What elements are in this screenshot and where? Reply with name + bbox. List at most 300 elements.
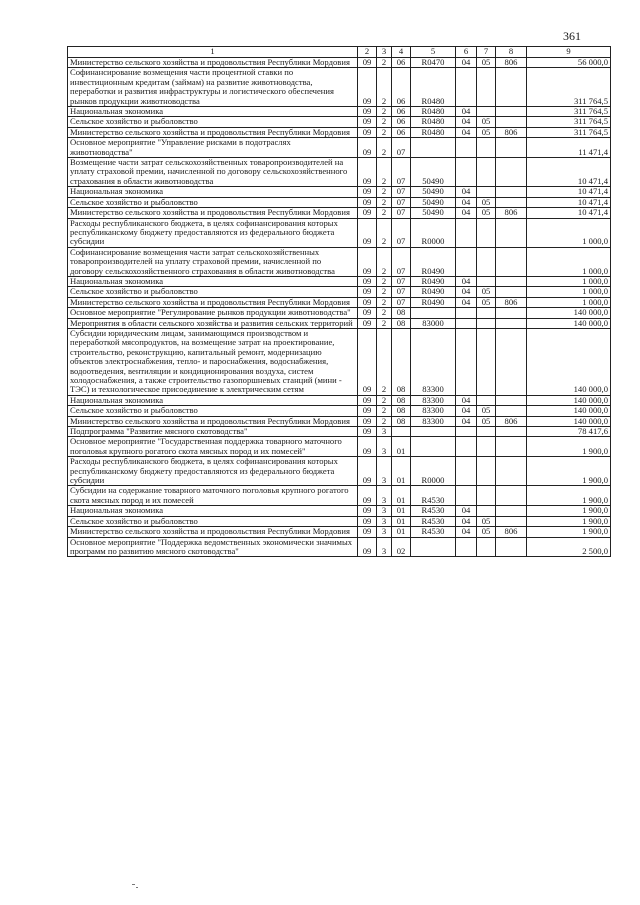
row-code: 50490 bbox=[411, 208, 456, 218]
table-row bbox=[68, 117, 611, 127]
row-code: 09 bbox=[358, 486, 377, 506]
row-description: Национальная экономика bbox=[68, 276, 358, 286]
row-code: R4530 bbox=[411, 527, 456, 537]
row-code: 04 bbox=[456, 208, 477, 218]
row-code: 806 bbox=[496, 208, 527, 218]
table-row bbox=[68, 527, 611, 537]
row-code bbox=[496, 276, 527, 286]
row-code bbox=[496, 138, 527, 158]
row-code: R0000 bbox=[411, 218, 456, 247]
row-code: 09 bbox=[358, 187, 377, 197]
row-amount: 2 500,0 bbox=[527, 537, 611, 557]
row-code: 09 bbox=[358, 308, 377, 318]
row-code: 04 bbox=[456, 197, 477, 207]
row-code: 2 bbox=[377, 276, 392, 286]
row-code: 09 bbox=[358, 247, 377, 276]
row-description: Сельское хозяйство и рыболовство bbox=[68, 516, 358, 526]
row-code: 01 bbox=[392, 527, 411, 537]
row-code: 09 bbox=[358, 276, 377, 286]
table-row bbox=[68, 416, 611, 426]
header-cell: 5 bbox=[411, 47, 456, 58]
row-code: 08 bbox=[392, 328, 411, 395]
row-code: 09 bbox=[358, 516, 377, 526]
row-code: 05 bbox=[477, 197, 496, 207]
row-code: 05 bbox=[477, 516, 496, 526]
row-code bbox=[456, 427, 477, 437]
table-row bbox=[68, 208, 611, 218]
row-code: 04 bbox=[456, 297, 477, 307]
table-row bbox=[68, 486, 611, 506]
row-code bbox=[456, 486, 477, 506]
row-code: 09 bbox=[358, 328, 377, 395]
row-description: Министерство сельского хозяйства и продовольствия Республики Мордовия bbox=[68, 58, 358, 68]
row-code bbox=[477, 276, 496, 286]
row-code: 83000 bbox=[411, 318, 456, 328]
row-code: 04 bbox=[456, 117, 477, 127]
row-description: Основное мероприятие "Государственная поддержка товарного маточного поголовья крупного рогатого скота мясных пород и их помесей" bbox=[68, 437, 358, 457]
row-code bbox=[496, 68, 527, 107]
row-description: Возмещение части затрат сельскохозяйственных товаропроизводителей на уплату страховой премии, начисленной по договору сельскохозяйственного страхования в области животноводства bbox=[68, 158, 358, 187]
row-amount: 1 900,0 bbox=[527, 457, 611, 486]
row-code: 04 bbox=[456, 506, 477, 516]
row-code bbox=[456, 308, 477, 318]
table-row bbox=[68, 138, 611, 158]
table-row bbox=[68, 318, 611, 328]
row-code: 09 bbox=[358, 406, 377, 416]
row-code bbox=[456, 328, 477, 395]
scan-speck bbox=[132, 884, 135, 885]
table-row bbox=[68, 218, 611, 247]
row-code bbox=[496, 287, 527, 297]
row-description: Национальная экономика bbox=[68, 107, 358, 117]
row-description: Основное мероприятие "Поддержка ведомственных экономически значимых программ по развитию мясного скотоводства" bbox=[68, 537, 358, 557]
row-code: 06 bbox=[392, 107, 411, 117]
row-code: 09 bbox=[358, 297, 377, 307]
row-amount: 140 000,0 bbox=[527, 308, 611, 318]
row-code: 09 bbox=[358, 127, 377, 137]
header-cell: 4 bbox=[392, 47, 411, 58]
row-amount: 11 471,4 bbox=[527, 138, 611, 158]
row-description: Софинансирование возмещения части затрат сельскохозяйственных товаропроизводителей на уплату страховой премии, начисленной по договору сельскохозяйственного страхования в области животноводства bbox=[68, 247, 358, 276]
row-description: Сельское хозяйство и рыболовство bbox=[68, 287, 358, 297]
row-code: 2 bbox=[377, 197, 392, 207]
scan-speck bbox=[136, 887, 138, 888]
row-amount: 78 417,6 bbox=[527, 427, 611, 437]
table-row bbox=[68, 427, 611, 437]
budget-table bbox=[67, 46, 611, 557]
row-code: 09 bbox=[358, 416, 377, 426]
row-code: 09 bbox=[358, 437, 377, 457]
row-code: 09 bbox=[358, 197, 377, 207]
row-code bbox=[456, 318, 477, 328]
row-amount: 1 900,0 bbox=[527, 516, 611, 526]
header-cell: 3 bbox=[377, 47, 392, 58]
row-description: Национальная экономика bbox=[68, 395, 358, 405]
row-code: R0490 bbox=[411, 247, 456, 276]
row-code bbox=[496, 187, 527, 197]
row-code: 09 bbox=[358, 427, 377, 437]
row-code: 04 bbox=[456, 516, 477, 526]
row-code bbox=[496, 197, 527, 207]
row-description: Мероприятия в области сельского хозяйства и развития сельских территорий bbox=[68, 318, 358, 328]
row-code bbox=[456, 138, 477, 158]
row-code bbox=[411, 437, 456, 457]
row-code bbox=[477, 427, 496, 437]
row-code: 07 bbox=[392, 247, 411, 276]
row-code: 3 bbox=[377, 537, 392, 557]
row-code: 01 bbox=[392, 506, 411, 516]
row-code: 2 bbox=[377, 218, 392, 247]
row-code: 04 bbox=[456, 187, 477, 197]
row-code bbox=[477, 437, 496, 457]
row-code: 806 bbox=[496, 527, 527, 537]
row-code bbox=[477, 486, 496, 506]
row-code: 2 bbox=[377, 127, 392, 137]
row-code: 06 bbox=[392, 117, 411, 127]
row-code: 05 bbox=[477, 117, 496, 127]
table-row bbox=[68, 68, 611, 107]
row-code bbox=[477, 218, 496, 247]
row-description: Сельское хозяйство и рыболовство bbox=[68, 117, 358, 127]
row-code: 3 bbox=[377, 457, 392, 486]
row-code: 09 bbox=[358, 287, 377, 297]
row-code bbox=[477, 537, 496, 557]
row-code: 2 bbox=[377, 68, 392, 107]
row-amount: 10 471,4 bbox=[527, 158, 611, 187]
row-code: R0000 bbox=[411, 457, 456, 486]
row-amount: 140 000,0 bbox=[527, 318, 611, 328]
row-code bbox=[477, 506, 496, 516]
row-description: Расходы республиканского бюджета, в целях софинансирования которых республиканскому бюджету предоставляются из федерального бюджета субсидии bbox=[68, 457, 358, 486]
row-description: Национальная экономика bbox=[68, 187, 358, 197]
row-code: 83300 bbox=[411, 416, 456, 426]
row-code: R0480 bbox=[411, 127, 456, 137]
row-code: 2 bbox=[377, 308, 392, 318]
row-code bbox=[496, 406, 527, 416]
row-code: 07 bbox=[392, 138, 411, 158]
row-code: 08 bbox=[392, 318, 411, 328]
table-body bbox=[68, 58, 611, 557]
row-code: 2 bbox=[377, 406, 392, 416]
row-amount: 1 900,0 bbox=[527, 486, 611, 506]
row-code: 3 bbox=[377, 516, 392, 526]
row-code bbox=[496, 395, 527, 405]
row-code bbox=[411, 308, 456, 318]
row-code: 50490 bbox=[411, 187, 456, 197]
row-amount: 140 000,0 bbox=[527, 416, 611, 426]
row-code bbox=[477, 247, 496, 276]
row-amount: 1 000,0 bbox=[527, 247, 611, 276]
row-code: 3 bbox=[377, 486, 392, 506]
header-cell: 7 bbox=[477, 47, 496, 58]
row-code: 04 bbox=[456, 395, 477, 405]
row-code: R0470 bbox=[411, 58, 456, 68]
row-description: Субсидии юридическим лицам, занимающимся производством и переработкой мясопродуктов, на возмещение затрат на проектирование, строительство, реконструкцию, капитальный ремонт, модернизацию объектов электроснабжения, тепло- и пароснабжения, водоснабжения, водоотведения, вентиляции и кондиционирования воздуха, систем холодоснабжения, а также строительство газопоршневых станций (мини - ТЭС) и технологическое присоединение к электрическим сетям bbox=[68, 328, 358, 395]
row-code: 01 bbox=[392, 457, 411, 486]
row-code: 04 bbox=[456, 58, 477, 68]
row-code: 01 bbox=[392, 486, 411, 506]
row-code: 2 bbox=[377, 318, 392, 328]
row-code: 04 bbox=[456, 406, 477, 416]
row-code: 83300 bbox=[411, 328, 456, 395]
row-code bbox=[477, 318, 496, 328]
row-code: 3 bbox=[377, 527, 392, 537]
row-code bbox=[392, 427, 411, 437]
row-code bbox=[496, 427, 527, 437]
row-code bbox=[477, 107, 496, 117]
row-code: R4530 bbox=[411, 516, 456, 526]
row-code: 09 bbox=[358, 537, 377, 557]
row-code bbox=[477, 68, 496, 107]
table-row bbox=[68, 537, 611, 557]
row-code: 09 bbox=[358, 506, 377, 516]
row-code bbox=[477, 187, 496, 197]
table-row bbox=[68, 187, 611, 197]
row-code: 3 bbox=[377, 427, 392, 437]
row-code: 2 bbox=[377, 138, 392, 158]
row-code bbox=[456, 457, 477, 486]
row-code: R4530 bbox=[411, 506, 456, 516]
row-amount: 140 000,0 bbox=[527, 328, 611, 395]
row-code bbox=[496, 437, 527, 457]
row-amount: 1 900,0 bbox=[527, 437, 611, 457]
header-cell: 6 bbox=[456, 47, 477, 58]
row-code: 2 bbox=[377, 416, 392, 426]
row-code: R0490 bbox=[411, 287, 456, 297]
table-row bbox=[68, 308, 611, 318]
row-code bbox=[477, 328, 496, 395]
row-description: Министерство сельского хозяйства и продовольствия Республики Мордовия bbox=[68, 127, 358, 137]
row-code: 05 bbox=[477, 208, 496, 218]
row-code bbox=[411, 537, 456, 557]
row-code bbox=[496, 537, 527, 557]
row-amount: 311 764,5 bbox=[527, 107, 611, 117]
row-code: 07 bbox=[392, 158, 411, 187]
row-code: 02 bbox=[392, 537, 411, 557]
row-code: 07 bbox=[392, 287, 411, 297]
row-code: 06 bbox=[392, 68, 411, 107]
row-code: 2 bbox=[377, 107, 392, 117]
row-amount: 1 900,0 bbox=[527, 527, 611, 537]
table-row bbox=[68, 328, 611, 395]
row-code: 07 bbox=[392, 187, 411, 197]
row-code: 2 bbox=[377, 395, 392, 405]
row-description: Основное мероприятие "Регулирование рынков продукции животноводства" bbox=[68, 308, 358, 318]
row-code: 2 bbox=[377, 117, 392, 127]
row-code: 09 bbox=[358, 457, 377, 486]
table-row bbox=[68, 127, 611, 137]
table-row bbox=[68, 287, 611, 297]
row-code: 05 bbox=[477, 127, 496, 137]
row-code: 05 bbox=[477, 406, 496, 416]
row-code bbox=[456, 68, 477, 107]
row-code: 83300 bbox=[411, 395, 456, 405]
row-description: Сельское хозяйство и рыболовство bbox=[68, 197, 358, 207]
row-code: 806 bbox=[496, 416, 527, 426]
row-amount: 1 900,0 bbox=[527, 506, 611, 516]
table-row bbox=[68, 395, 611, 405]
row-code: 2 bbox=[377, 208, 392, 218]
table-row bbox=[68, 197, 611, 207]
table-row bbox=[68, 406, 611, 416]
row-description: Основное мероприятие "Управление рисками в подотраслях животноводства" bbox=[68, 138, 358, 158]
row-description: Министерство сельского хозяйства и продовольствия Республики Мордовия bbox=[68, 527, 358, 537]
header-cell: 9 bbox=[527, 47, 611, 58]
row-code: 07 bbox=[392, 208, 411, 218]
row-code bbox=[456, 247, 477, 276]
row-code: 09 bbox=[358, 527, 377, 537]
row-amount: 1 000,0 bbox=[527, 276, 611, 286]
row-code bbox=[496, 506, 527, 516]
row-code: 09 bbox=[358, 107, 377, 117]
row-code bbox=[456, 537, 477, 557]
row-code: 05 bbox=[477, 527, 496, 537]
row-code: 04 bbox=[456, 276, 477, 286]
header-cell: 8 bbox=[496, 47, 527, 58]
row-amount: 1 000,0 bbox=[527, 287, 611, 297]
row-code: 05 bbox=[477, 297, 496, 307]
row-amount: 56 000,0 bbox=[527, 58, 611, 68]
row-code: R4530 bbox=[411, 486, 456, 506]
row-amount: 311 764,5 bbox=[527, 117, 611, 127]
row-code: 05 bbox=[477, 416, 496, 426]
row-code bbox=[496, 107, 527, 117]
table-row bbox=[68, 437, 611, 457]
row-amount: 311 764,5 bbox=[527, 127, 611, 137]
row-amount: 140 000,0 bbox=[527, 406, 611, 416]
row-code bbox=[477, 158, 496, 187]
row-code bbox=[456, 437, 477, 457]
table-row bbox=[68, 457, 611, 486]
row-code: 2 bbox=[377, 328, 392, 395]
row-amount: 1 000,0 bbox=[527, 297, 611, 307]
row-code: 04 bbox=[456, 107, 477, 117]
row-code: 07 bbox=[392, 297, 411, 307]
table-row bbox=[68, 247, 611, 276]
row-code: 2 bbox=[377, 287, 392, 297]
table-row bbox=[68, 107, 611, 117]
row-code bbox=[496, 516, 527, 526]
row-amount: 311 764,5 bbox=[527, 68, 611, 107]
row-code: 09 bbox=[358, 158, 377, 187]
row-description: Сельское хозяйство и рыболовство bbox=[68, 406, 358, 416]
row-code: 09 bbox=[358, 208, 377, 218]
row-code: 07 bbox=[392, 218, 411, 247]
row-code bbox=[496, 318, 527, 328]
row-code bbox=[496, 158, 527, 187]
row-code: 2 bbox=[377, 247, 392, 276]
row-amount: 10 471,4 bbox=[527, 197, 611, 207]
row-code bbox=[456, 158, 477, 187]
table-row bbox=[68, 276, 611, 286]
row-amount: 140 000,0 bbox=[527, 395, 611, 405]
row-code bbox=[477, 395, 496, 405]
row-code: 04 bbox=[456, 287, 477, 297]
row-code: 06 bbox=[392, 58, 411, 68]
row-code: 09 bbox=[358, 318, 377, 328]
row-amount: 10 471,4 bbox=[527, 208, 611, 218]
row-code: 08 bbox=[392, 406, 411, 416]
row-code: 806 bbox=[496, 297, 527, 307]
header-cell: 2 bbox=[358, 47, 377, 58]
row-code bbox=[496, 486, 527, 506]
row-description: Министерство сельского хозяйства и продовольствия Республики Мордовия bbox=[68, 297, 358, 307]
row-description: Министерство сельского хозяйства и продовольствия Республики Мордовия bbox=[68, 208, 358, 218]
row-code bbox=[477, 457, 496, 486]
row-code bbox=[411, 138, 456, 158]
row-code bbox=[496, 328, 527, 395]
row-code: 07 bbox=[392, 197, 411, 207]
row-code: 09 bbox=[358, 68, 377, 107]
row-code: 01 bbox=[392, 516, 411, 526]
row-code: 06 bbox=[392, 127, 411, 137]
row-code: 08 bbox=[392, 308, 411, 318]
row-code: 50490 bbox=[411, 197, 456, 207]
page-number: 361 bbox=[563, 29, 581, 43]
row-code bbox=[477, 138, 496, 158]
table-row bbox=[68, 297, 611, 307]
row-code: 05 bbox=[477, 58, 496, 68]
row-code: 07 bbox=[392, 276, 411, 286]
row-code bbox=[496, 457, 527, 486]
row-code bbox=[496, 117, 527, 127]
row-code: 806 bbox=[496, 127, 527, 137]
row-code bbox=[496, 247, 527, 276]
row-code: 09 bbox=[358, 58, 377, 68]
row-code: 05 bbox=[477, 287, 496, 297]
row-code: 2 bbox=[377, 58, 392, 68]
row-code: R0490 bbox=[411, 297, 456, 307]
row-code: 2 bbox=[377, 297, 392, 307]
row-code: R0480 bbox=[411, 68, 456, 107]
row-code: R0480 bbox=[411, 107, 456, 117]
row-amount: 1 000,0 bbox=[527, 218, 611, 247]
row-code: 04 bbox=[456, 527, 477, 537]
row-amount: 10 471,4 bbox=[527, 187, 611, 197]
row-code: 2 bbox=[377, 158, 392, 187]
row-description: Национальная экономика bbox=[68, 506, 358, 516]
row-code: R0490 bbox=[411, 276, 456, 286]
row-code bbox=[496, 308, 527, 318]
row-code: 04 bbox=[456, 127, 477, 137]
row-code bbox=[456, 218, 477, 247]
row-code bbox=[411, 427, 456, 437]
row-description: Софинансирование возмещения части процентной ставки по инвестиционным кредитам (займам) на развитие животноводства, переработки и развития инфраструктуры и логистического обеспечения рынков продукции животноводства bbox=[68, 68, 358, 107]
row-code: 09 bbox=[358, 218, 377, 247]
row-description: Расходы республиканского бюджета, в целях софинансирования которых республиканскому бюджету предоставляются из федерального бюджета субсидии bbox=[68, 218, 358, 247]
table-row bbox=[68, 58, 611, 68]
row-code: 08 bbox=[392, 395, 411, 405]
header-row bbox=[68, 47, 611, 58]
row-code: 08 bbox=[392, 416, 411, 426]
table-row bbox=[68, 158, 611, 187]
header-cell: 1 bbox=[68, 47, 358, 58]
row-description: Субсидии на содержание товарного маточного поголовья крупного рогатого скота мясных пород и их помесей bbox=[68, 486, 358, 506]
table-row bbox=[68, 516, 611, 526]
row-description: Подпрограмма "Развитие мясного скотоводства" bbox=[68, 427, 358, 437]
row-code: 50490 bbox=[411, 158, 456, 187]
row-code: 806 bbox=[496, 58, 527, 68]
row-code bbox=[477, 308, 496, 318]
row-code: 04 bbox=[456, 416, 477, 426]
table-row bbox=[68, 506, 611, 516]
row-code: 09 bbox=[358, 117, 377, 127]
row-code: 3 bbox=[377, 506, 392, 516]
row-code: 09 bbox=[358, 138, 377, 158]
row-code: 2 bbox=[377, 187, 392, 197]
row-code: 83300 bbox=[411, 406, 456, 416]
row-description: Министерство сельского хозяйства и продовольствия Республики Мордовия bbox=[68, 416, 358, 426]
